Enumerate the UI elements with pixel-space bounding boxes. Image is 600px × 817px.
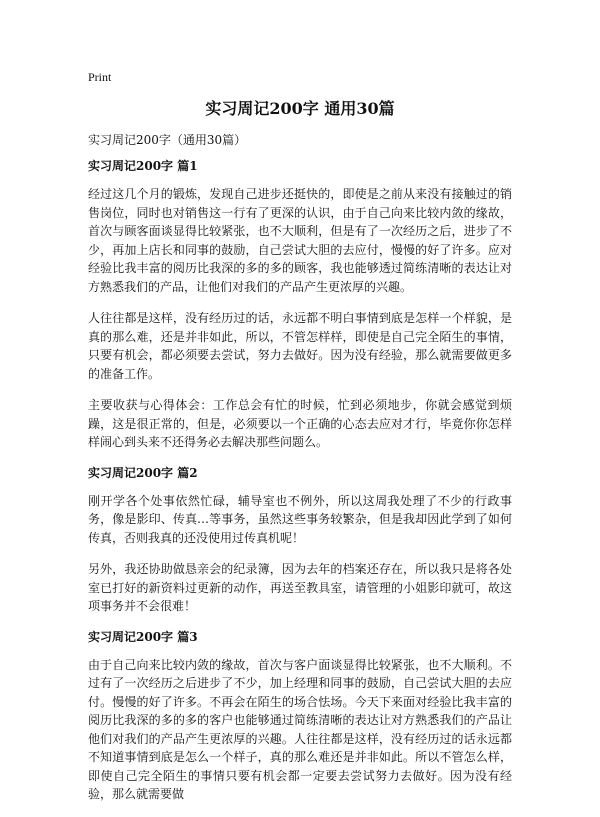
document-subtitle: 实习周记200字（通用30篇）: [88, 133, 247, 147]
document-body: [88, 158, 512, 817]
paragraph: 另外，我还协助做恳亲会的纪录簿，因为去年的档案还存在，所以我只是将各处室已打好的新资料过更新的动作，再送至教具室，请管理的小姐影印就可，故这项事务并不会很难！: [88, 562, 512, 613]
document-title: 实习周记200字 通用30篇: [205, 99, 395, 118]
section-heading: 实习周记200字 篇1: [88, 159, 198, 173]
section-1: [88, 158, 512, 452]
section-heading: 实习周记200字 篇2: [88, 465, 198, 480]
section-2: [88, 465, 512, 616]
section-heading: 实习周记200字 篇3: [88, 629, 198, 644]
paragraph: 经过这几个月的锻炼，发现自己进步还挺快的，即使是之前从来没有接触过的销售岗位，同时也对销售这一行有了更深的认识，由于自己向来比较内敛的缘故，首次与顾客面谈显得比较紧张，也不大顺利，但是有了一次经历之后，进步了不少，再加上店长和同事的鼓励，自己尝试大胆的去应付，慢慢的好了许多。应对经验比我丰富的阅历比我深的多的多的顾客，我也能够透过简练清晰的表达让对方熟悉我们的产品，让他们对我们的产品产生更浓厚的兴趣。: [88, 187, 512, 294]
section-3: [88, 629, 512, 804]
paragraph: 由于自己向来比较内敛的缘故，首次与客户面谈显得比较紧张，也不大顺利。不过有了一次经历之后进步了不少，加上经理和同事的鼓励，自己尝试大胆的去应付。慢慢的好了许多。不再会在陌生的场合怯场。今天下来面对经验比我丰富的阅历比我深的多的多的客户也能够通过简练清晰的表达让对方熟悉我们的产品让他们对我们的产品产生更浓厚的兴趣。人往往都是这样，没有经历过的话永远都不知道事情到底是怎么一个样子，真的那么难还是并非如此。所以不管怎么样，即使自己完全陌生的事情只要有机会都一定要去尝试努力去做好。因为没有经验，那么就需要做: [88, 657, 512, 801]
paragraph: 刚开学各个处事依然忙碌，辅导室也不例外，所以这周我处理了不少的行政事务，像是影印、传真…等事务，虽然这些事务较繁杂，但是我却因此学到了如何传真，否则我真的还没使用过传真机呢！: [88, 493, 512, 545]
paragraph: 人往往都是这样，没有经历过的话，永远都不明白事情到底是怎样一个样貌，是真的那么难，还是并非如此，所以，不管怎样样，即使是自己完全陌生的事情，只要有机会，都必须要去尝试，努力去做好。因为没有经验，那么就需要做更多的准备工作。: [88, 311, 512, 381]
paragraph: 主要收获与心得体会：工作总会有忙的时候，忙到必须地步，你就会感觉到烦躁，这是很正常的，但是，必须要以一个正确的心态去应对才行，毕竟你你怎样样闹心到头来不还得务必去解决那些问题么。: [88, 398, 512, 449]
print-label: Print: [88, 70, 112, 84]
